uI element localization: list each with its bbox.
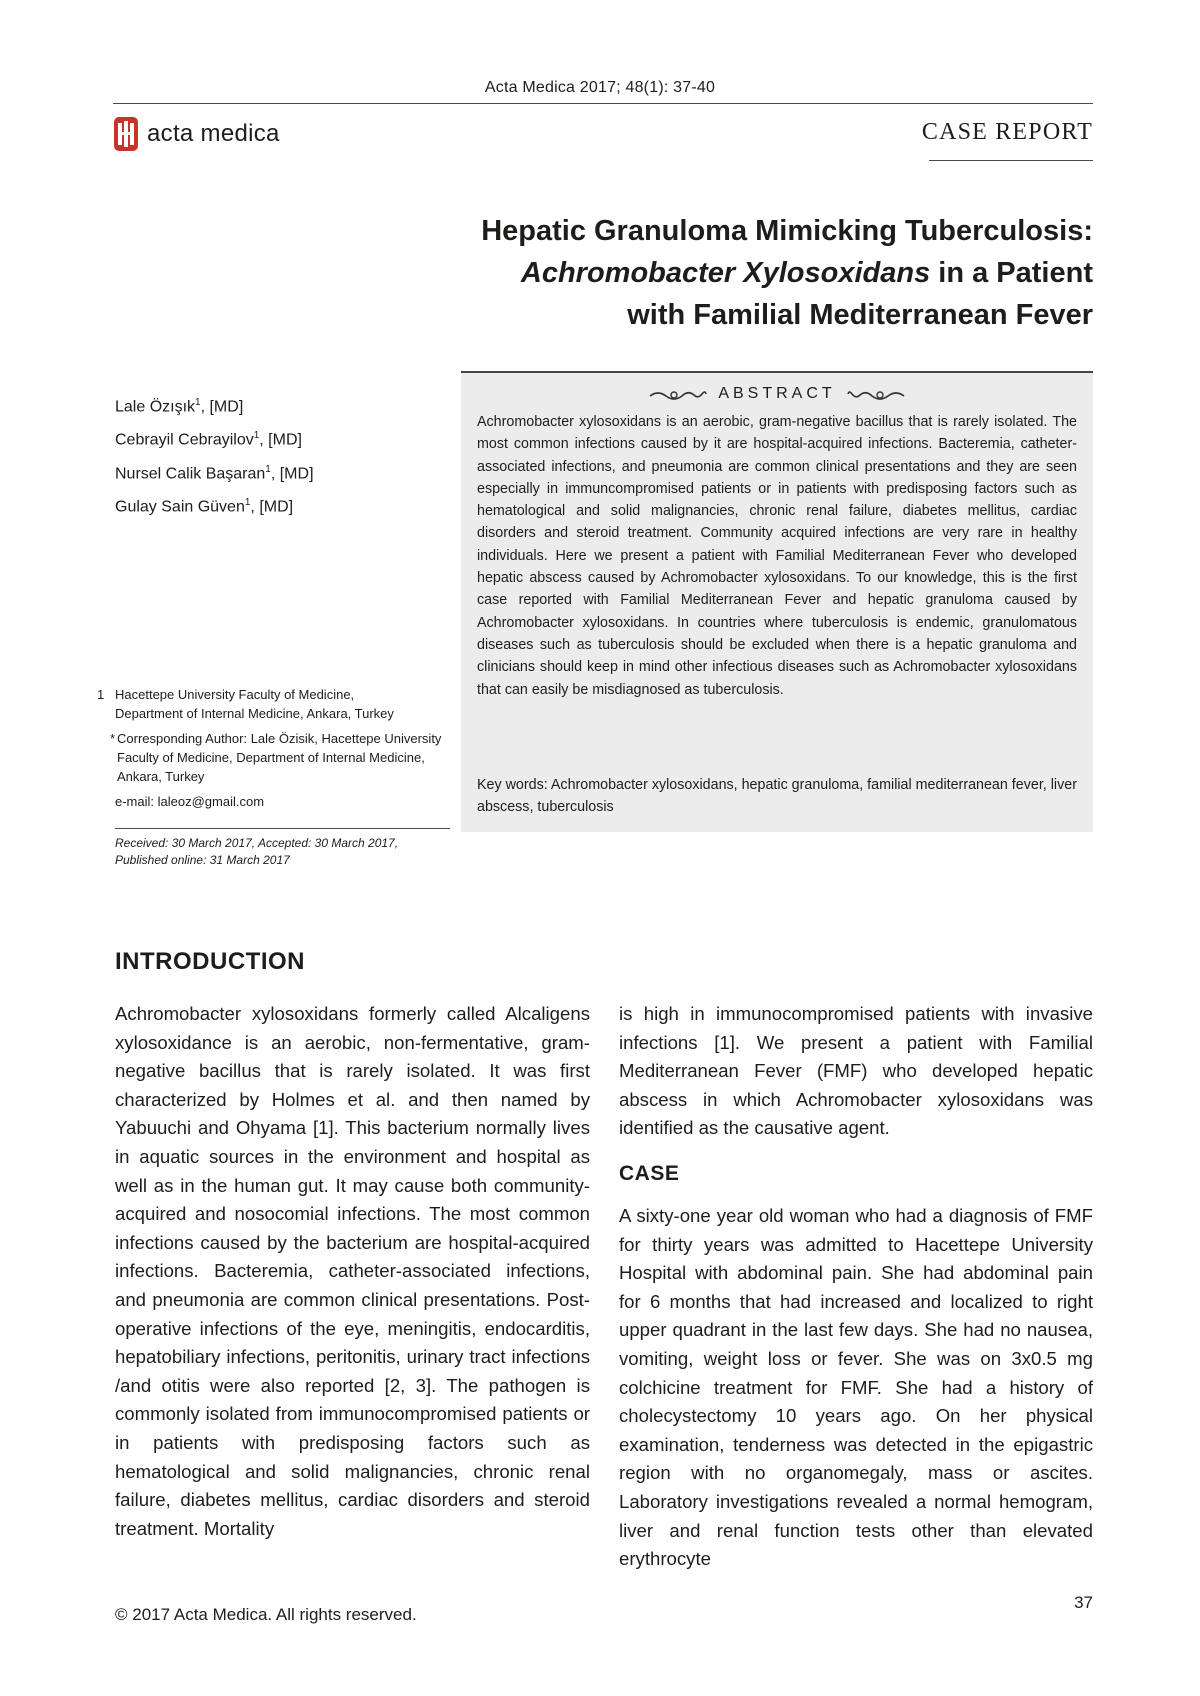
- received-accepted-date: Received: 30 March 2017, Accepted: 30 March 2017,: [115, 836, 399, 850]
- journal-citation: Acta Medica 2017; 48(1): 37-40: [484, 79, 716, 96]
- title-line-2-rest: in a Patient: [930, 257, 1093, 289]
- title-species: Achromobacter Xylosoxidans: [520, 257, 931, 289]
- affiliations: [97, 685, 447, 811]
- author: Lale Özışık$^1$, [MD]: [115, 397, 244, 416]
- dates-rule: [115, 828, 450, 829]
- author: Cebrayil Cebrayilov$^1$, [MD]: [115, 430, 302, 449]
- introduction-text-right: is high in immunocompromised patients with invasive infections [1]. We present a patient with Familial Mediterranean Fever (FMF) who developed hepatic abscess in which Achromobacter xylosoxidans was identified as the causative agent.: [619, 1003, 1093, 1139]
- published-date: Published online: 31 March 2017: [115, 853, 290, 867]
- affiliation-line-2: Department of Internal Medicine, Ankara, Turkey: [115, 706, 394, 721]
- case-heading: CASE: [619, 1162, 680, 1185]
- title-line-3: with Familial Mediterranean Fever: [627, 299, 1093, 331]
- affiliation: [97, 685, 447, 723]
- keywords: Key words: Achromobacter xylosoxidans, hepatic granuloma, familial mediterranean fever, liver abscess, tuberculosis: [477, 777, 1077, 816]
- affiliation-line-1: Hacettepe University Faculty of Medicine,: [115, 687, 355, 702]
- introduction-text-left: Achromobacter xylosoxidans formerly called Alcaligens xylosoxidance is an aerobic, non-fermentative, gram-negative bacillus that is rarely isolated. It was first characterized by Holmes et al. and then named by Yabuuchi and Ohyama [1]. This bacterium normally lives in aquatic sources in the environment and hospital as well as in the human gut. It may cause both community-acquired and nosocomial infections. The most common infections caused by the bacterium are hospital-acquired infections. Bacteremia, catheter-associated infections, and pneumonia are common clinical presentations. Post-operative infections of the eye, meningitis, endocarditis, hepatobiliary infections, peritonitis, urinary tract infections /and otitis were also reported [2, 3]. The pathogen is commonly isolated from immunocompromised patients or in patients with predisposing factors such as hematological and solid malignancies, chronic renal failure, diabetes mellitus, cardiac disorders and steroid treatment. Mortality: [115, 1003, 590, 1539]
- page-number: 37: [1074, 1593, 1093, 1612]
- article-dates: [115, 835, 455, 869]
- article-type-rule: [929, 160, 1093, 161]
- flourish-right-icon: [846, 386, 906, 402]
- flourish-left-icon: [648, 386, 708, 402]
- abstract-heading: [461, 385, 1093, 403]
- case-text: A sixty-one year old woman who had a diagnosis of FMF for thirty years was admitted to Hacettepe University Hospital with abdominal pain. She had abdominal pain for 6 months that had increased and localized to right upper quadrant in the last few days. She had no nausea, vomiting, weight loss or fever. She was on 3x0.5 mg colchicine treatment for FMF. She had a history of cholecystectomy 10 years ago. On her physical examination, tenderness was detected in the epigastric region with no organomegaly, mass or ascites. Laboratory investigations revealed a normal hemogram, liver and renal function tests other than elevated erythrocyte: [619, 1205, 1093, 1570]
- abstract-title: ABSTRACT: [718, 385, 836, 402]
- author: Gulay Sain Güven$^1$, [MD]: [115, 496, 294, 516]
- corresponding-marker: *: [109, 731, 115, 746]
- corresponding-author-text: Corresponding Author: Lale Özisik, Hacettepe University Faculty of Medicine, Department of Internal Medicine, Ankara, Turkey: [117, 731, 442, 784]
- copyright: © 2017 Acta Medica. All rights reserved.: [115, 1605, 417, 1624]
- article-title: [373, 210, 1093, 336]
- article-type: CASE REPORT: [921, 119, 1093, 145]
- abstract-text: Achromobacter xylosoxidans is an aerobic, gram-negative bacillus that is rarely isolated. The most common infections caused by it are hospital-acquired infections. Bacteremia, catheter-associated infections, and pneumonia are common clinical presentations and they are seen especially in immuncompromised patients or in patients with predisposing factors such as hematological and solid malignancies, chronic renal failure, diabetes mellitus, cardiac disorders and steroid treatment. Community acquired infections are very rare in healthy individuals. Here we present a patient with Familial Mediterranean Fever who developed hepatic abscess caused by Achromobacter xylosoxidans. To our knowledge, this is the first case reported with Familial Mediterranean Fever and hepatic granuloma caused by Achromobacter xylosoxidans. In countries where tuberculosis is endemic, granulomatous diseases such as tuberculosis should be excluded when there is a hepatic granuloma and clinicians should keep in mind other infectious diseases such as Achromobacter xylosoxidans that can easily be misdiagnosed as tuberculosis.: [477, 414, 1077, 698]
- author-list: [115, 388, 445, 521]
- introduction-heading: INTRODUCTION: [115, 948, 305, 975]
- affiliation-number: 1: [97, 687, 105, 702]
- journal-logo: [113, 116, 280, 152]
- corresponding-email[interactable]: e-mail: laleoz@gmail.com: [115, 794, 265, 809]
- logo-text: acta medica: [147, 120, 280, 147]
- title-line-2: [373, 252, 1093, 294]
- header-rule: [113, 103, 1093, 104]
- author: Nursel Calik Başaran$^1$, [MD]: [115, 463, 314, 482]
- title-line-1: Hepatic Granuloma Mimicking Tuberculosis:: [481, 215, 1093, 247]
- corresponding-author: [97, 729, 447, 786]
- acta-medica-logo-icon: [113, 116, 139, 152]
